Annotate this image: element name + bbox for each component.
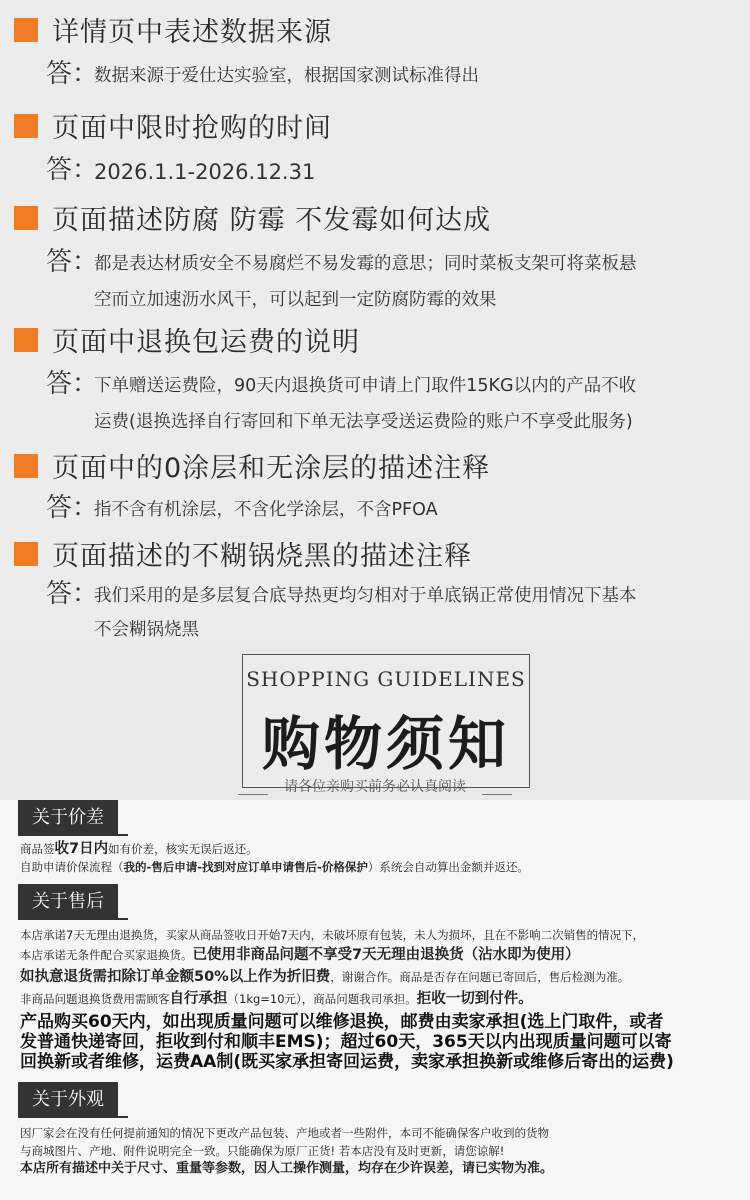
question-2 [14, 106, 332, 145]
divider [18, 834, 128, 836]
after-line-3: 如执意退货需扣除订单金额50%以上作为折旧费，谢谢合作。商品是否存在问题已寄回后，售后检测为准。 [20, 969, 630, 985]
divider [18, 1116, 128, 1118]
answer-3 [46, 244, 736, 282]
answer-1 [46, 56, 736, 94]
after-line-4: 非商品问题退换货费用需顾客自行承担（1kg=10元），商品问题我司承担。拒收一切到付件。 [20, 991, 533, 1007]
guide-title-cn: 购物须知 [261, 710, 510, 778]
shopping-guidelines-banner [242, 654, 530, 788]
answer-text: 不会糊锅烧黑 [94, 620, 199, 640]
answer-6 [46, 576, 736, 614]
answer-text: 运费(退换选择自行寄回和下单无法享受送运费险的账户不享受此服务) [94, 412, 633, 432]
answer-label: 答： [46, 247, 99, 277]
bullet-square-icon [14, 454, 38, 478]
question-3 [14, 198, 491, 237]
notice-section [0, 800, 750, 1200]
price-line-2: 自助申请价保流程（我的-售后申请-找到对应订单申请售后-价格保护）系统会自动算出金额并返还。 [20, 860, 529, 874]
appearance-line-3: 本店所有描述中关于尺寸、重量等参数，因人工操作测量，均存在少许误差，请已实物为准。 [20, 1161, 554, 1176]
bullet-square-icon [14, 18, 38, 42]
answer-label: 答： [46, 579, 99, 609]
section-tag-after-sales: 关于售后 [18, 884, 118, 920]
question-text: 详情页中表述数据来源 [52, 17, 332, 48]
question-text: 页面中退换包运费的说明 [52, 327, 360, 358]
question-text: 页面描述防腐 防霉 不发霉如何达成 [52, 205, 492, 236]
answer-4 [46, 366, 736, 404]
answer-text: 指不含有机涂层，不含化学涂层，不含PFOA [94, 500, 438, 520]
answer-2 [46, 152, 736, 190]
price-line-1: 商品签收7日内如有价差，核实无误后返还。 [20, 841, 258, 857]
answer-text: 2026.1.1-2026.12.31 [94, 160, 316, 184]
section-tag-appearance: 关于外观 [18, 1082, 118, 1118]
bullet-square-icon [14, 206, 38, 230]
question-text: 页面中的0涂层和无涂层的描述注释 [52, 453, 491, 484]
answer-4-cont [46, 402, 736, 440]
after-line-1: 本店承诺7天无理由退换货，买家从商品签收日开始7天内，未破坏原有包装，未人为损坏，且在不影响二次销售的情况下， [20, 928, 645, 942]
after-policy-3: 回换新或者维修，运费AA制(既买家承担寄回运费，卖家承担换新或维修后寄出的运费) [20, 1052, 674, 1072]
answer-3-cont [46, 280, 736, 318]
appearance-line-2: 与商城图片、产地、附件说明完全一致。只能确保为原厂正货! 若本店没有及时更新，请您谅解! [20, 1144, 505, 1158]
question-text: 页面描述的不糊锅烧黑的描述注释 [52, 541, 472, 572]
guide-subtitle: 请各位亲购买前务必认真阅读 [284, 779, 466, 795]
answer-label: 答： [46, 59, 99, 89]
bullet-square-icon [14, 542, 38, 566]
question-4 [14, 320, 360, 359]
section-tag-price: 关于价差 [18, 800, 118, 836]
answer-label: 答： [46, 369, 99, 399]
answer-text: 数据来源于爱仕达实验室，根据国家测试标准得出 [94, 66, 479, 86]
bullet-square-icon [14, 114, 38, 138]
question-5 [14, 446, 490, 485]
answer-label: 答： [46, 493, 99, 523]
answer-text: 空而立加速沥水风干，可以起到一定防腐防霉的效果 [94, 290, 497, 310]
answer-text: 下单赠送运费险，90天内退换货可申请上门取件15KG以内的产品不收 [94, 376, 637, 396]
after-line-2: 本店承诺无条件配合买家退换货。已使用非商品问题不享受7天无理由退换货（沾水即为使用） [20, 947, 580, 963]
appearance-line-1: 因厂家会在没有任何提前通知的情况下更改产品包装、产地或者一些附件，本司不能确保客户收到的货物 [20, 1126, 549, 1140]
question-6 [14, 534, 472, 573]
after-policy-1: 产品购买60天内，如出现质量问题可以维修退换，邮费由卖家承担(选上门取件，或者 [20, 1012, 664, 1032]
question-1 [14, 10, 332, 49]
answer-text: 都是表达材质安全不易腐烂不易发霉的意思；同时菜板支架可将菜板悬 [94, 254, 637, 274]
answer-6-cont [46, 610, 736, 648]
answer-text: 我们采用的是多层复合底导热更均匀相对于单底锅正常使用情况下基本 [94, 586, 637, 606]
bullet-square-icon [14, 328, 38, 352]
guide-title-en: SHOPPING GUIDELINES [246, 667, 526, 691]
question-text: 页面中限时抢购的时间 [52, 113, 332, 144]
answer-label: 答： [46, 155, 99, 185]
after-policy-2: 发普通快递寄回，拒收到付和顺丰EMS)；超过60天，365天以内出现质量问题可以寄 [20, 1032, 672, 1052]
answer-5 [46, 490, 736, 528]
divider [18, 918, 128, 920]
